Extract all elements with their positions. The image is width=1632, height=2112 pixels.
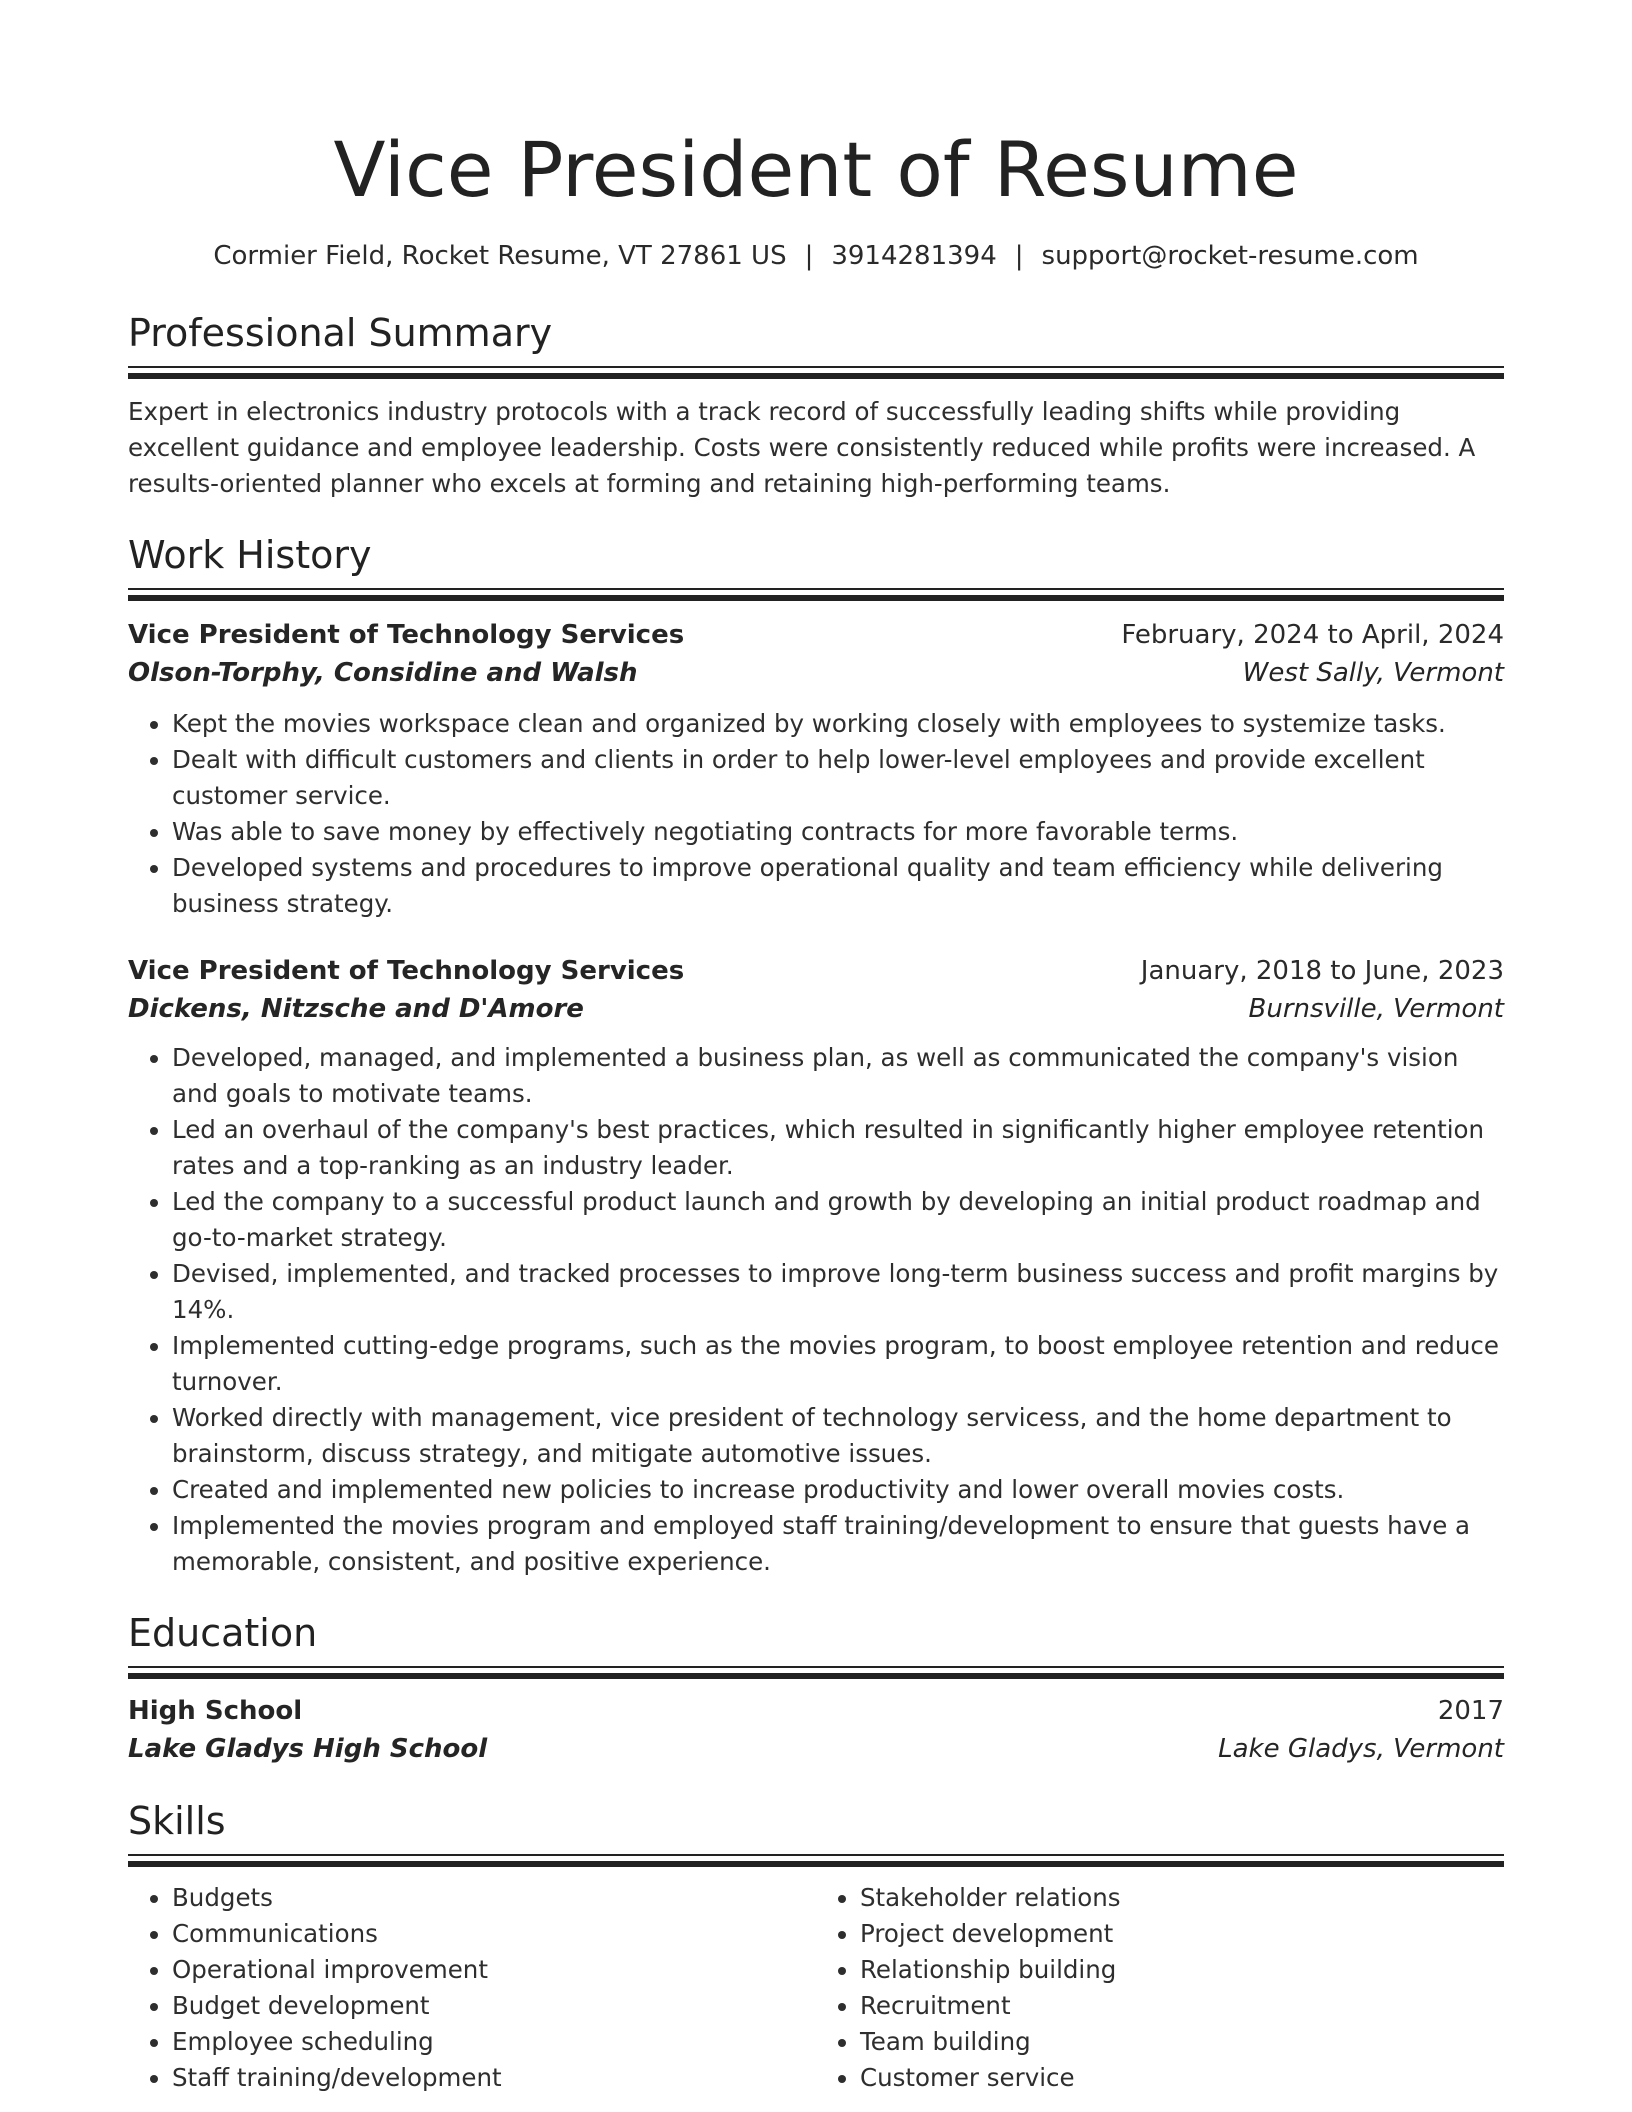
skills-list-left: [128, 1880, 816, 2096]
job-bullets: [128, 706, 1504, 922]
list-item: • Staff training/development: [172, 2060, 816, 2096]
section-divider: [128, 366, 1504, 380]
list-item: • Developed, managed, and implemented a business plan, as well as communicated the company's vision and goals to motivate teams.: [172, 1040, 1504, 1112]
job-company: Dickens, Nitzsche and D'Amore: [128, 994, 584, 1024]
list-item: • Developed systems and procedures to improve operational quality and team efficiency while delivering business strategy.: [172, 850, 1504, 922]
skills-columns: [128, 1880, 1504, 2096]
section-divider: [128, 588, 1504, 602]
list-item: • Implemented cutting-edge programs, such as the movies program, to boost employee retention and reduce turnover.: [172, 1328, 1504, 1400]
list-item: • Created and implemented new policies to increase productivity and lower overall movies costs.: [172, 1472, 1504, 1508]
education-school: Lake Gladys High School: [128, 1734, 488, 1764]
job-location: West Sally, Vermont: [1242, 658, 1504, 688]
contact-phone: 3914281394: [831, 241, 997, 271]
list-item: • Recruitment: [860, 1988, 1504, 2024]
education-degree: High School: [128, 1696, 303, 1726]
list-item: • Employee scheduling: [172, 2024, 816, 2060]
list-item: • Budget development: [172, 1988, 816, 2024]
education-year: 2017: [1437, 1696, 1504, 1726]
list-item: • Budgets: [172, 1880, 816, 1916]
list-item: • Project development: [860, 1916, 1504, 1952]
list-item: • Worked directly with management, vice president of technology servicess, and the home department to brainstorm, discuss strategy, and mitigate automotive issues.: [172, 1400, 1504, 1472]
job-entry: [128, 616, 1504, 922]
list-item: • Implemented the movies program and employed staff training/development to ensure that guests have a memorable, consistent, and positive experience.: [172, 1508, 1504, 1580]
contact-line: [128, 238, 1504, 274]
list-item: • Customer service: [860, 2060, 1504, 2096]
job-location: Burnsville, Vermont: [1248, 994, 1504, 1024]
job-dates: January, 2018 to June, 2023: [1140, 956, 1504, 986]
list-item: • Relationship building: [860, 1952, 1504, 1988]
list-item: • Led the company to a successful product launch and growth by developing an initial product roadmap and go-to-market strategy.: [172, 1184, 1504, 1256]
list-item: • Kept the movies workspace clean and organized by working closely with employees to systemize tasks.: [172, 706, 1504, 742]
education-title: Education: [128, 1611, 318, 1655]
resume-name: Vice President of Resume: [333, 125, 1299, 214]
education-section: [128, 1608, 1504, 1768]
contact-email[interactable]: support@rocket-resume.com: [1041, 241, 1419, 271]
education-location: Lake Gladys, Vermont: [1218, 1734, 1504, 1764]
job-dates: February, 2024 to April, 2024: [1121, 620, 1504, 650]
list-item: • Stakeholder relations: [860, 1880, 1504, 1916]
summary-text: Expert in electronics industry protocols with a track record of successfully leading shifts while providing excellent guidance and employee leadership. Costs were consistently reduced while profits were increased. A results-oriented planner who excels at forming and retaining high-performing teams.: [128, 397, 1476, 498]
list-item: • Communications: [172, 1916, 816, 1952]
list-item: • Was able to save money by effectively negotiating contracts for more favorable terms.: [172, 814, 1504, 850]
section-divider: [128, 1666, 1504, 1680]
skills-title: Skills: [128, 1799, 226, 1843]
job-company: Olson-Torphy, Considine and Walsh: [128, 658, 638, 688]
resume-page: [128, 0, 1504, 2096]
list-item: • Dealt with difficult customers and clients in order to help lower-level employees and provide excellent customer service.: [172, 742, 1504, 814]
list-item: • Devised, implemented, and tracked processes to improve long-term business success and profit margins by 14%.: [172, 1256, 1504, 1328]
summary-section: [128, 308, 1504, 502]
job-title: Vice President of Technology Services: [128, 956, 685, 986]
work-section: [128, 530, 1504, 1580]
job-title: Vice President of Technology Services: [128, 620, 685, 650]
job-entry: [128, 952, 1504, 1580]
contact-separator: |: [1014, 241, 1024, 271]
skills-section: [128, 1796, 1504, 2096]
list-item: • Team building: [860, 2024, 1504, 2060]
skills-list-right: [816, 1880, 1504, 2096]
summary-title: Professional Summary: [128, 311, 553, 355]
contact-separator: |: [804, 241, 814, 271]
work-title: Work History: [128, 533, 372, 577]
section-divider: [128, 1854, 1504, 1868]
job-bullets: [128, 1040, 1504, 1580]
list-item: • Led an overhaul of the company's best practices, which resulted in significantly higher employee retention rates and a top-ranking as an industry leader.: [172, 1112, 1504, 1184]
list-item: • Operational improvement: [172, 1952, 816, 1988]
contact-address: Cormier Field, Rocket Resume, VT 27861 US: [213, 241, 787, 271]
